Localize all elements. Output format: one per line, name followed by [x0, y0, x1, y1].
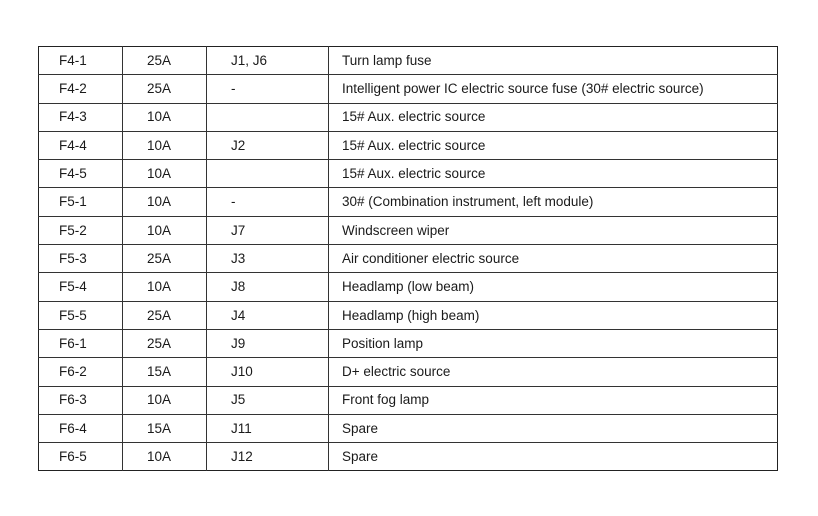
connector-cell: J12	[207, 443, 329, 471]
fuse-rating-cell: 10A	[123, 216, 207, 244]
fuse-id-cell: F5-3	[39, 245, 123, 273]
connector-cell: J1, J6	[207, 47, 329, 75]
fuse-rating-cell: 10A	[123, 386, 207, 414]
table-row	[39, 103, 778, 131]
function-cell: Intelligent power IC electric source fuse (30# electric source)	[329, 75, 778, 103]
connector-cell	[207, 160, 329, 188]
fuse-rating-cell: 10A	[123, 188, 207, 216]
function-cell: D+ electric source	[329, 358, 778, 386]
table-row	[39, 386, 778, 414]
connector-cell: J7	[207, 216, 329, 244]
table-row	[39, 301, 778, 329]
function-cell: Turn lamp fuse	[329, 47, 778, 75]
table-row	[39, 329, 778, 357]
fuse-id-cell: F4-5	[39, 160, 123, 188]
fuse-rating-cell: 25A	[123, 75, 207, 103]
table-row	[39, 160, 778, 188]
connector-cell: J2	[207, 131, 329, 159]
fuse-id-cell: F6-5	[59, 449, 87, 465]
table-row	[39, 414, 778, 442]
connector-cell: -	[207, 188, 329, 216]
connector-cell: J9	[207, 329, 329, 357]
fuse-rating-cell: 25A	[123, 301, 207, 329]
function-cell: Spare	[329, 443, 778, 471]
fuse-rating-cell: 25A	[123, 245, 207, 273]
function-cell: 30# (Combination instrument, left module)	[329, 188, 778, 216]
function-cell: Headlamp (high beam)	[329, 301, 778, 329]
function-cell: Front fog lamp	[329, 386, 778, 414]
fuse-rating-cell: 10A	[123, 443, 207, 471]
fuse-rating-cell: 10A	[123, 131, 207, 159]
table-row	[39, 47, 778, 75]
table-row	[39, 358, 778, 386]
table-row	[39, 216, 778, 244]
table-row	[39, 131, 778, 159]
table-row	[39, 188, 778, 216]
fuse-id-cell: F5-5	[39, 301, 123, 329]
function-cell: Headlamp (low beam)	[329, 273, 778, 301]
fuse-rating-cell: 10A	[123, 273, 207, 301]
connector-cell: J4	[207, 301, 329, 329]
function-cell: 15# Aux. electric source	[329, 160, 778, 188]
fuse-id-cell: F4-2	[39, 75, 123, 103]
connector-cell: J10	[207, 358, 329, 386]
function-cell: Windscreen wiper	[329, 216, 778, 244]
fuse-rating-cell: 25A	[123, 329, 207, 357]
table-row	[39, 75, 778, 103]
connector-cell: J5	[207, 386, 329, 414]
connector-cell: J11	[207, 414, 329, 442]
fuse-rating-cell: 10A	[123, 103, 207, 131]
connector-cell	[207, 103, 329, 131]
fuse-id-cell: F5-2	[39, 216, 123, 244]
function-cell: 15# Aux. electric source	[329, 103, 778, 131]
connector-cell: -	[207, 75, 329, 103]
function-cell: Spare	[329, 414, 778, 442]
fuse-id-cell: F6-2	[39, 358, 123, 386]
connector-cell: J3	[207, 245, 329, 273]
function-cell: Air conditioner electric source	[329, 245, 778, 273]
fuse-id-cell: F6-3	[39, 386, 123, 414]
fuse-id-cell: F4-3	[39, 103, 123, 131]
fuse-id-cell: F4-4	[39, 131, 123, 159]
fuse-rating-cell: 15A	[123, 414, 207, 442]
fuse-id-cell: F5-1	[39, 188, 123, 216]
table-row	[39, 273, 778, 301]
table-row	[39, 443, 778, 471]
fuse-rating-cell: 25A	[123, 47, 207, 75]
fuse-id-cell: F6-4	[39, 414, 123, 442]
fuse-rating-cell: 15A	[123, 358, 207, 386]
fuse-table	[38, 46, 778, 471]
fuse-id-cell: F5-4	[39, 273, 123, 301]
function-cell: Position lamp	[329, 329, 778, 357]
table-row	[39, 245, 778, 273]
function-cell: 15# Aux. electric source	[329, 131, 778, 159]
connector-cell: J8	[207, 273, 329, 301]
fuse-table-body	[39, 47, 778, 471]
fuse-id-cell: F6-1	[39, 329, 123, 357]
fuse-rating-cell: 10A	[123, 160, 207, 188]
fuse-id-cell: F4-1	[39, 47, 123, 75]
